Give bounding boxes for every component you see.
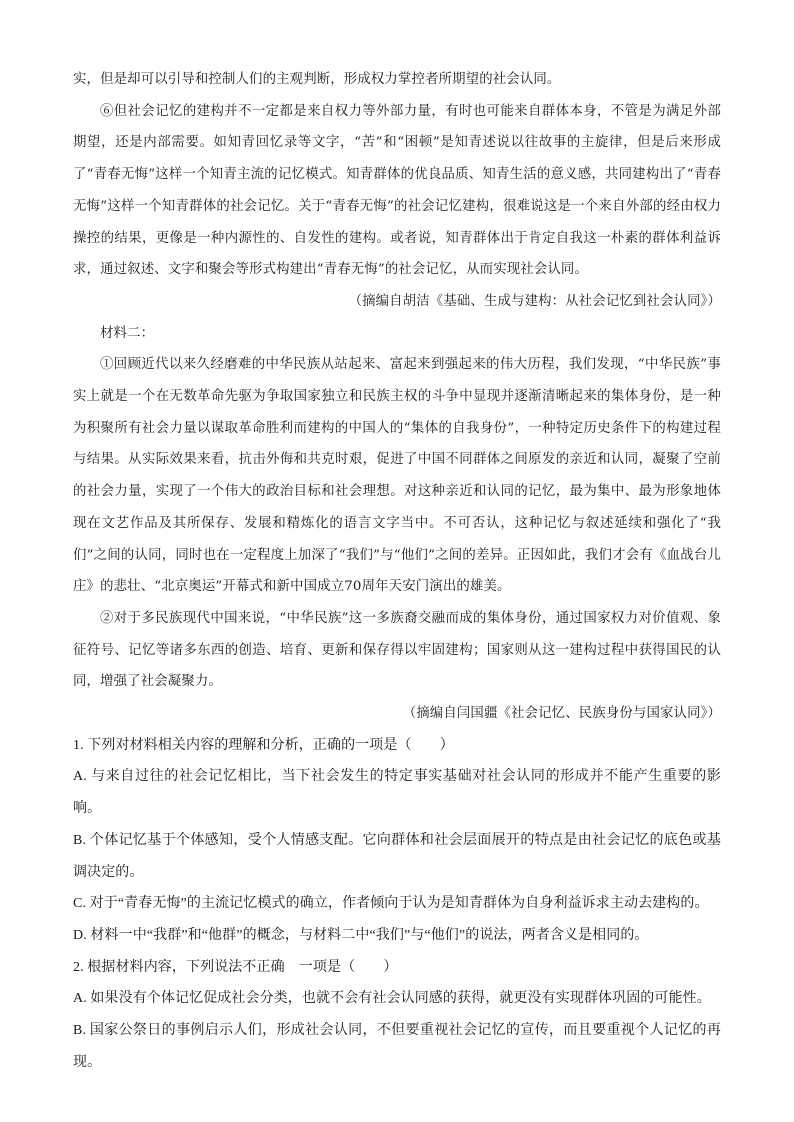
question-2-stem: 2. 根据材料内容，下列说法不正确 一项是（ ） (73, 959, 398, 975)
material2-label: 材料二： (100, 325, 155, 341)
question-1-option-a: A. 与来自过往的社会记忆相比，当下社会发生的特定事实基础对社会认同的形成并不能产生重要的影响。 (73, 769, 721, 817)
question-1-option-b: B. 个体记忆基于个体感知，受个人情感支配。它向群体和社会层面展开的特点是由社会记忆的底色或基调决定的。 (73, 832, 721, 880)
material1-paragraph-continued: 实，但是却可以引导和控制人们的主观判断，形成权力掌控者所期望的社会认同。 (73, 72, 561, 87)
document-body (73, 64, 721, 1079)
question-1-option-d: D. 材料一中“我群”和“他群”的概念，与材料二中“我们”与“他们”的说法，两者含义是相同的。 (73, 927, 649, 943)
material2-paragraph-1: ①回顾近代以来久经磨难的中华民族从站起来、富起来到强起来的伟大历程，我们发现，“中华民族”事实上就是一个在无数革命先驱为争取国家独立和民族主权的斗争中显现并逐渐清晰起来的集体身份，是一种为积聚所有社会力量以谋取革命胜利而建构的中国人的“集体的自我身份”，一种特定历史条件下的构建过程与结果。从实际效果来看，抗击外侮和共克时艰，促进了中国不同群体之间原发的亲近和认同，凝聚了空前的社会力量，实现了一个伟大的政治目标和社会理想。对这种亲近和认同的记忆，最为集中、最为形象地体现在文艺作品及其所保存、发展和精炼化的语言文字当中。不可否认，这种记忆与叙述延续和强化了“我们”之间的认同，同时也在一定程度上加深了“我们”与“他们”之间的差异。正因如此，我们才会有《血战台儿庄》的悲壮、“北京奥运”开幕式和新中国成立70周年天安门演出的雄美。 (73, 357, 721, 595)
material2-paragraph-2: ②对于多民族现代中国来说，“中华民族”这一多族裔交融而成的集体身份，通过国家权力对价值观、象征符号、记忆等诸多东西的创造、培育、更新和保存得以牢固建构；国家则从这一建构过程中获得国民的认同，增强了社会凝聚力。 (73, 610, 721, 690)
question-1-option-c: C. 对于“青春无悔”的主流记忆模式的确立，作者倾向于认为是知青群体为自身利益诉求主动去建构的。 (73, 896, 709, 912)
material1-source: （摘编自胡洁《基础、生成与建构：从社会记忆到社会认同》） (348, 293, 721, 309)
material2-source: （摘编自闫国疆《社会记忆、民族身份与国家认同》） (402, 706, 721, 722)
material1-paragraph-6: ⑥但社会记忆的建构并不一定都是来自权力等外部力量，有时也可能来自群体本身，不管是为满足外部期望，还是内部需要。如知青回忆录等文字，“苦”和“困顿”是知青述说以往故事的主旋律，但是后来形成了“青春无悔”这样一个知青主流的记忆模式。知青群体的优良品质、知青生活的意义感，共同建构出了“青春无悔”这样一个知青群体的社会记忆。关于“青春无悔”的社会记忆建构，很难说这是一个来自外部的经由权力操控的结果，更像是一种内源性的、自发性的建构。或者说，知青群体出于肯定自我这一朴素的群体利益诉求，通过叙述、文字和聚会等形式构建出“青春无悔”的社会记忆，从而实现社会认同。 (73, 103, 721, 278)
question-2-option-a: A. 如果没有个体记忆促成社会分类，也就不会有社会认同感的获得，就更没有实现群体巩固的可能性。 (73, 991, 711, 1007)
question-2-option-b: B. 国家公祭日的事例启示人们，形成社会认同，不但要重视社会记忆的宣传，而且要重视个人记忆的再现。 (73, 1023, 721, 1070)
question-1-stem: 1. 下列对材料相关内容的理解和分析，正确的一项是（ ） (73, 737, 454, 753)
